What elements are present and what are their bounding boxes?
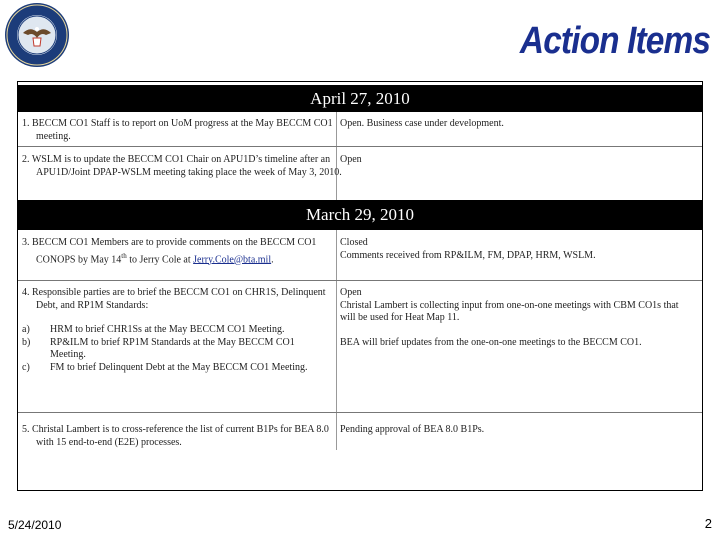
footer-date: 5/24/2010 [8,518,62,532]
action-items-table [17,81,703,491]
action-item-text: 4. Responsible parties are to brief the BECCM CO1 on CHR1S, Delinquent Debt, and RP1M Standards: a) HRM to brief CHR1Ss at the May BECCM CO1 Meeting. b) RP&ILM to brief RP1M Standards at the May BECCM CO1 Meeting. c) FM to brief Delinquent Debt at the May BECCM CO1 Meeting. [22,287,328,374]
row-divider [18,146,702,147]
sub-item: a) HRM to brief CHR1Ss at the May BECCM CO1 Meeting. [22,324,285,335]
row-divider [18,412,702,413]
action-item-status: Open [340,154,362,165]
email-link[interactable]: Jerry.Cole@bta.mil [193,253,272,265]
dod-seal-icon [4,2,70,68]
action-item-text: 3. BECCM CO1 Members are to provide comments on the BECCM CO1 CONOPS by May 14th to Jerry Cole at Jerry.Cole@bta.mil. [22,237,317,265]
page-number: 2 [704,516,712,531]
action-item-status: Open. Business case under development. [340,118,504,129]
row-divider [18,280,702,281]
action-item-text: 1. BECCM CO1 Staff is to report on UoM progress at the May BECCM CO1 meeting. [22,118,333,142]
action-item-status: Pending approval of BEA 8.0 B1Ps. [340,424,485,435]
action-item-status: Closed Comments received from RP&ILM, FM, DPAP, HRM, WSLM. [340,237,596,261]
action-item-text: 2. WSLM is to update the BECCM CO1 Chair on APU1D’s timeline after an APU1D/Joint DPAP-WSLM meeting taking place the week of May 3, 2010. [22,154,342,178]
action-item-status: Open Christal Lambert is collecting input from one-on-one meetings with CBM CO1s that will be used for Heat Map 11. BEA will brief updates from the one-on-one meetings to the BECCM CO1. [340,287,679,348]
sub-item: b) RP&ILM to brief RP1M Standards at the May BECCM CO1 Meeting. [22,336,295,360]
action-item-text: 5. Christal Lambert is to cross-reference the list of current B1Ps for BEA 8.0 with 15 end-to-end (E2E) processes. [22,424,329,448]
sub-item: c) FM to brief Delinquent Debt at the May BECCM CO1 Meeting. [22,361,308,373]
page-title: Action Items [519,20,710,62]
section-date-header: March 29, 2010 [18,200,702,230]
section-date-header: April 27, 2010 [18,85,702,112]
